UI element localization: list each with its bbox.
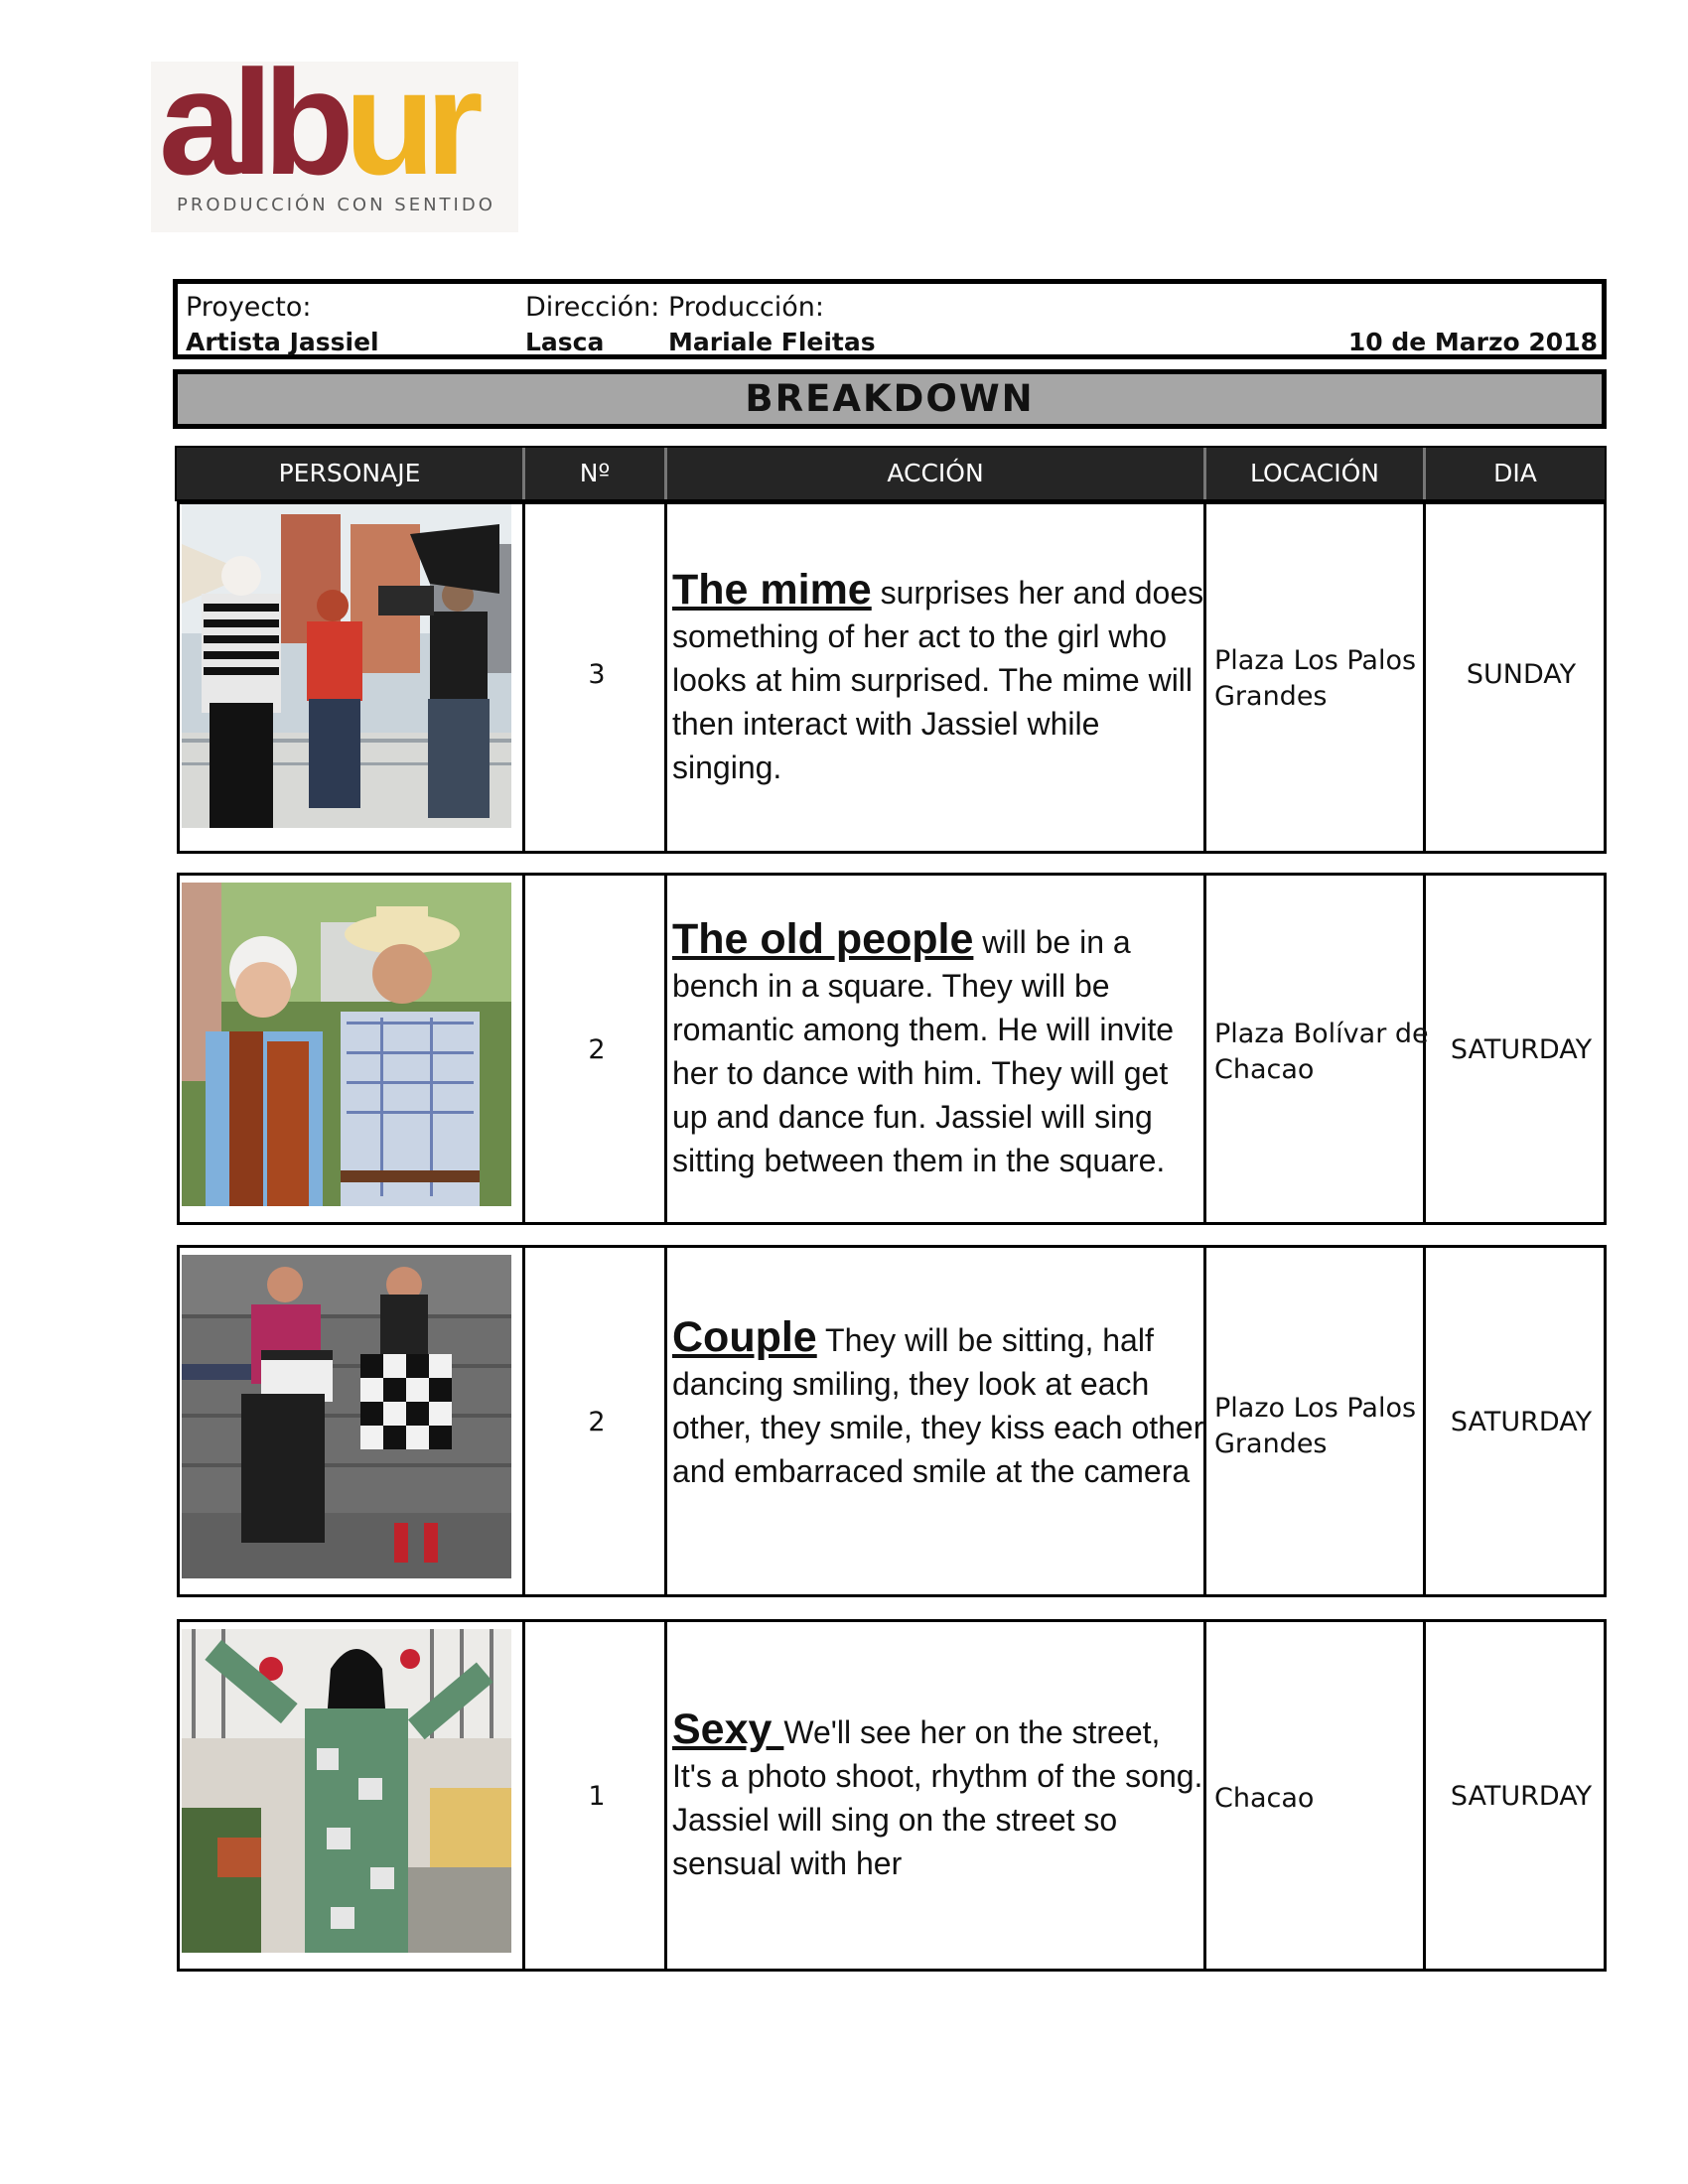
action-lead: The old people bbox=[672, 915, 974, 963]
table-header bbox=[175, 446, 1607, 501]
action-description: The old people will be in a bench in a square. They will be romantic among them. He will invite her to dance with him. They will get up and dance fun. Jassiel will sing sitting between them in the square. bbox=[672, 915, 1175, 1178]
direction-value: Lasca bbox=[525, 328, 605, 356]
col-header-number: Nº bbox=[579, 459, 611, 487]
scene-count: 2 bbox=[588, 1034, 606, 1065]
project-label: Proyecto: bbox=[186, 292, 312, 323]
col-header-location: LOCACIÓN bbox=[1249, 459, 1380, 487]
couple-photo bbox=[182, 1255, 511, 1578]
shoot-day: SUNDAY bbox=[1466, 659, 1577, 690]
old-people-photo bbox=[182, 883, 511, 1206]
shoot-day: SATURDAY bbox=[1450, 1034, 1593, 1065]
action-lead: Sexy bbox=[672, 1706, 784, 1753]
location: Plazo Los Palos Grandes bbox=[1214, 1393, 1417, 1459]
project-info-box bbox=[173, 279, 1607, 359]
action-lead: Couple bbox=[672, 1313, 817, 1361]
production-label: Producción: bbox=[668, 292, 825, 323]
direction-label: Dirección: bbox=[525, 292, 660, 323]
action-description: Couple They will be sitting, half dancing smiling, they look at each other, they smile, they kiss each other and embarraced smile at the camera bbox=[672, 1313, 1204, 1489]
project-value: Artista Jassiel bbox=[186, 328, 379, 356]
albur-logo bbox=[151, 39, 518, 232]
row-divider bbox=[522, 1248, 525, 1594]
production-value: Mariale Fleitas bbox=[668, 328, 876, 356]
location: Chacao bbox=[1214, 1783, 1315, 1814]
mime-scene-photo bbox=[182, 504, 511, 828]
action-description: The mime surprises her and does something of her act to the girl who looks at him surprised. The mime will then interact with Jassiel while singing. bbox=[672, 566, 1204, 785]
col-header-character: PERSONAJE bbox=[278, 459, 421, 487]
page-title: BREAKDOWN bbox=[745, 377, 1035, 420]
col-header-day: DIA bbox=[1493, 459, 1537, 487]
breakdown-title-bar bbox=[173, 369, 1607, 429]
location: Plaza Los Palos Grandes bbox=[1214, 645, 1417, 712]
shoot-day: SATURDAY bbox=[1450, 1407, 1593, 1437]
col-header-action: ACCIÓN bbox=[887, 459, 984, 487]
scene-count: 3 bbox=[588, 659, 606, 690]
table-row bbox=[177, 501, 1607, 854]
shoot-day: SATURDAY bbox=[1450, 1781, 1593, 1812]
table-row bbox=[177, 873, 1607, 1225]
location: Plaza Bolívar de Chacao bbox=[1214, 1019, 1429, 1085]
sexy-scene-photo bbox=[182, 1629, 511, 1953]
logo-tagline: PRODUCCIÓN CON SENTIDO bbox=[177, 195, 495, 215]
logo-wordmark: albur bbox=[159, 39, 474, 205]
table-row bbox=[177, 1619, 1607, 1972]
action-description: Sexy We'll see her on the street, It's a photo shoot, rhythm of the song. Jassiel will sing on the street so sensual with her bbox=[672, 1706, 1203, 1881]
scene-count: 1 bbox=[588, 1781, 606, 1812]
row-divider bbox=[522, 1622, 525, 1969]
scene-count: 2 bbox=[588, 1407, 606, 1437]
date-value: 10 de Marzo 2018 bbox=[1347, 328, 1598, 356]
row-divider bbox=[522, 504, 525, 851]
table-row bbox=[177, 1245, 1607, 1597]
row-divider bbox=[522, 876, 525, 1222]
action-lead: The mime bbox=[672, 566, 872, 614]
